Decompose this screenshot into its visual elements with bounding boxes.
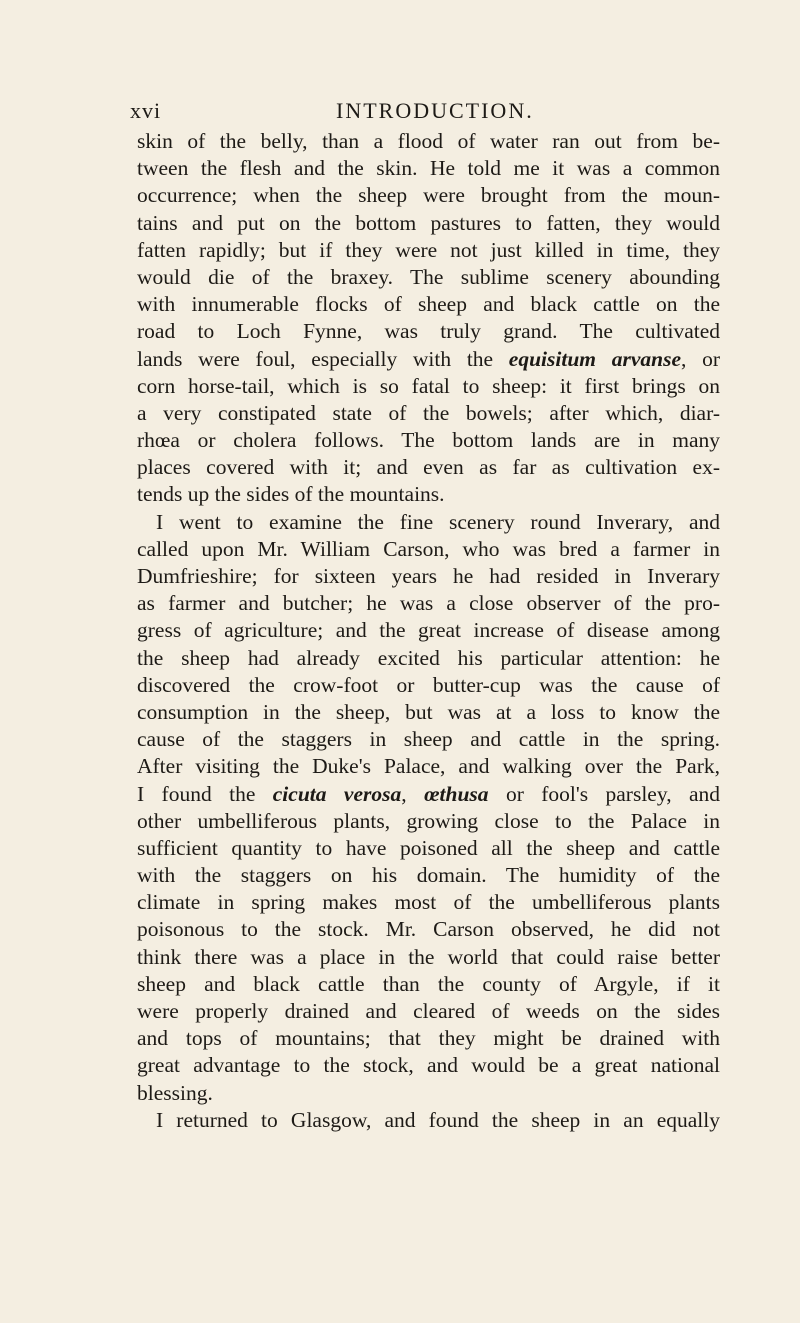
text-line: great advantage to the stock, and would be a great national — [137, 1053, 720, 1078]
text-line: climate in spring makes most of the umbelliferous plants — [137, 890, 720, 915]
italic-term: equisitum arvanse — [508, 346, 681, 371]
text-line: road to Loch Fynne, was truly grand. The cultivated — [137, 319, 720, 344]
text-line: poisonous to the stock. Mr. Carson observed, he did not — [137, 917, 720, 942]
text-line: tends up the sides of the mountains. — [137, 482, 445, 507]
text-line: the sheep had already excited his particular attention: he — [137, 645, 720, 670]
text-line: skin of the belly, than a flood of water ran out from be- — [137, 129, 720, 153]
italic-term: œthusa — [424, 781, 489, 806]
text-line: consumption in the sheep, but was at a loss to know the — [137, 699, 720, 724]
text-line: sufficient quantity to have poisoned all the sheep and cattle — [137, 835, 720, 860]
text-segment: or fool's parsley, and — [488, 781, 721, 806]
text-line: sheep and black cattle than the county of Argyle, if it — [137, 971, 720, 996]
text-line: occurrence; when the sheep were brought from the moun- — [137, 183, 720, 208]
text-line: with innumerable flocks of sheep and black cattle on the — [137, 292, 720, 317]
running-head: INTRODUCTION. — [336, 98, 534, 123]
text-line — [137, 781, 720, 808]
text-line: discovered the crow-foot or butter-cup was the cause of — [137, 672, 720, 697]
text-line: fatten rapidly; but if they were not just killed in time, they — [137, 237, 720, 262]
text-line: blessing. — [137, 1080, 213, 1105]
text-line: corn horse-tail, which is so fatal to sheep: it first brings on — [137, 373, 720, 398]
text-line: places covered with it; and even as far as cultivation ex- — [137, 455, 720, 480]
text-line: I went to examine the fine scenery round Inverary, and — [156, 509, 720, 534]
text-line: After visiting the Duke's Palace, and walking over the Park, — [137, 754, 720, 779]
page-number: xvi — [130, 98, 162, 123]
italic-term: cicuta verosa — [272, 781, 402, 806]
text-line: tains and put on the bottom pastures to fatten, they would — [137, 210, 720, 235]
page-header — [130, 98, 720, 128]
text-segment: , or — [681, 346, 720, 371]
text-line: would die of the braxey. The sublime scenery abounding — [137, 264, 720, 289]
text-line: I returned to Glasgow, and found the sheep in an equally — [156, 1107, 720, 1132]
text-line: Dumfrieshire; for sixteen years he had resided in Inverary — [137, 564, 720, 588]
text-line: think there was a place in the world that could raise better — [137, 944, 720, 969]
text-line: cause of the staggers in sheep and cattle in the spring. — [137, 727, 720, 752]
text-line: as farmer and butcher; he was a close observer of the pro- — [137, 591, 720, 616]
text-line: and tops of mountains; that they might be drained with — [137, 1026, 720, 1051]
text-line: a very constipated state of the bowels; after which, diar- — [137, 400, 720, 425]
text-line: rhœa or cholera follows. The bottom lands are in many — [137, 428, 720, 453]
text-line: called upon Mr. William Carson, who was bred a farmer in — [137, 536, 720, 561]
text-segment: , — [401, 781, 424, 806]
text-segment: lands were foul, especially with the — [137, 346, 509, 371]
text-segment: I found the — [137, 781, 273, 806]
text-line: with the staggers on his domain. The humidity of the — [137, 863, 720, 888]
text-line: were properly drained and cleared of weeds on the sides — [137, 999, 720, 1023]
text-line — [137, 346, 720, 373]
text-line: tween the flesh and the skin. He told me it was a common — [137, 156, 720, 181]
text-line: gress of agriculture; and the great increase of disease among — [137, 618, 720, 643]
text-line: other umbelliferous plants, growing close to the Palace in — [137, 808, 720, 833]
body-text — [137, 128, 720, 1134]
